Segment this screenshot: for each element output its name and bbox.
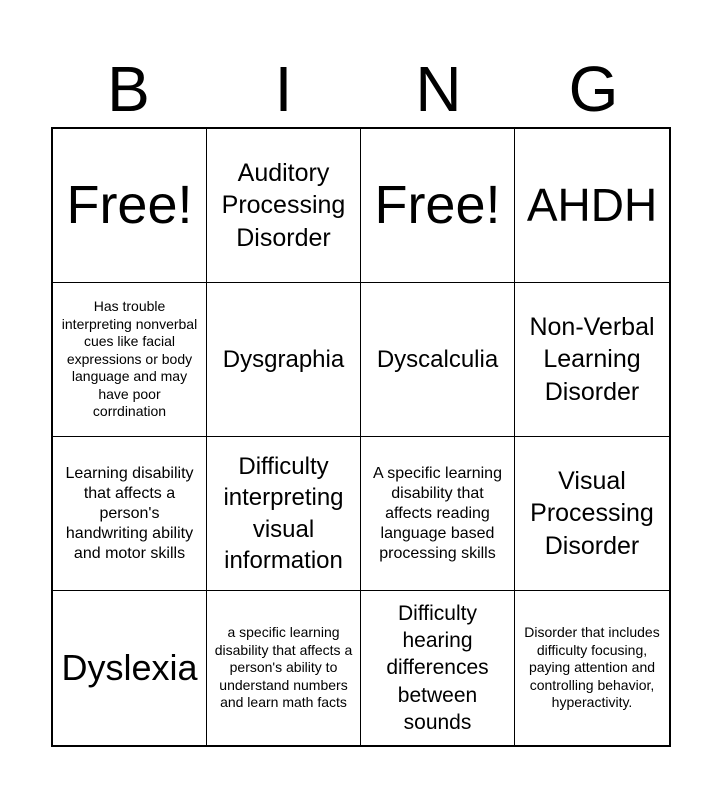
cell-label: AHDH (526, 179, 658, 232)
bingo-cell-focus-behavior-clue[interactable] (515, 591, 669, 745)
bingo-cell-free-space[interactable] (361, 129, 515, 283)
header-letter-n: N (415, 53, 462, 125)
header-letter-b: B (107, 53, 150, 125)
cell-label: Auditory Processing Disorder (221, 158, 346, 252)
cell-label: Has trouble interpreting nonverbal cues like facial expressions or body language and may have poor corrdination (61, 298, 198, 420)
bingo-cell-non-verbal-learning-disorder[interactable] (515, 283, 669, 437)
bingo-board (51, 127, 671, 747)
bingo-cell-nonverbal-cues-clue[interactable] (53, 283, 207, 437)
bingo-cell-math-facts-clue[interactable] (207, 591, 361, 745)
bingo-cell-visual-processing-disorder[interactable] (515, 437, 669, 591)
cell-label: a specific learning disability that affects a person's ability to understand numbers and learn math facts (214, 624, 353, 711)
header-letter-i: I (274, 53, 293, 125)
bingo-cell-reading-language-clue[interactable] (361, 437, 515, 591)
cell-label: Dyscalculia (376, 345, 499, 373)
bingo-cell-handwriting-clue[interactable] (53, 437, 207, 591)
bingo-cell-auditory-processing-disorder[interactable] (207, 129, 361, 283)
bingo-header (51, 50, 671, 128)
cell-label: Dysgraphia (222, 345, 345, 373)
bingo-cell-ahdh[interactable] (515, 129, 669, 283)
bingo-cell-dyslexia[interactable] (53, 591, 207, 745)
bingo-cell-free-space[interactable] (53, 129, 207, 283)
cell-label: Free! (66, 174, 193, 235)
bingo-cell-dyscalculia[interactable] (361, 283, 515, 437)
cell-label: Disorder that includes difficulty focusing, paying attention and controlling behavior, hyperactivity. (524, 624, 660, 711)
cell-label: Free! (374, 174, 501, 235)
cell-label: Dyslexia (61, 647, 198, 689)
cell-label: Learning disability that affects a person's handwriting ability and motor skills (65, 464, 194, 562)
cell-label: Visual Processing Disorder (530, 466, 654, 560)
bingo-cell-hearing-sounds-clue[interactable] (361, 591, 515, 745)
cell-label: Difficulty interpreting visual information (223, 453, 344, 574)
bingo-cell-visual-information-clue[interactable] (207, 437, 361, 591)
cell-label: Difficulty hearing differences between sounds (386, 601, 489, 734)
header-letter-g: G (568, 53, 619, 125)
cell-label: Non-Verbal Learning Disorder (529, 312, 655, 406)
cell-label: A specific learning disability that affects reading language based processing skills (373, 464, 502, 562)
bingo-cell-dysgraphia[interactable] (207, 283, 361, 437)
